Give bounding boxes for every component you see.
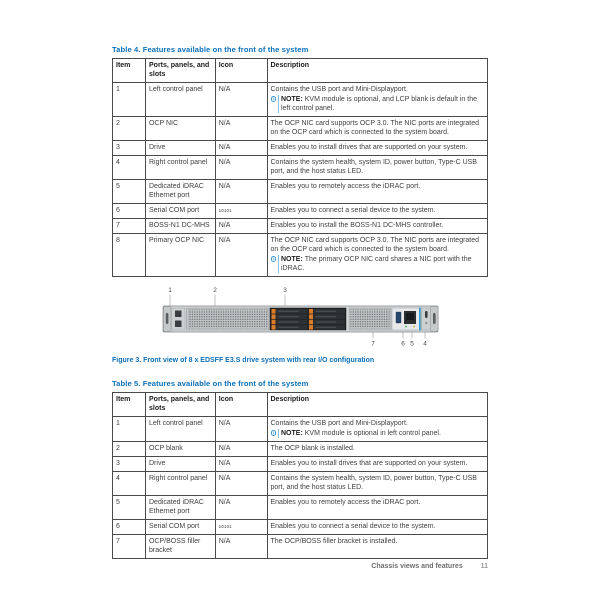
right-mounting-ear bbox=[431, 307, 439, 332]
cell-item: 1 bbox=[113, 83, 146, 117]
table-row bbox=[113, 417, 488, 442]
column-header: Description bbox=[267, 393, 488, 417]
description-text: Enables you to remotely access the iDRAC port. bbox=[270, 499, 421, 506]
description-text: The OCP NIC card supports OCP 3.0. The NIC ports are integrated on the OCP card which is connected to the system board. bbox=[270, 237, 480, 253]
cell-description bbox=[267, 457, 488, 472]
cell-description bbox=[267, 180, 488, 204]
cell-name: Drive bbox=[146, 141, 216, 156]
cell-name: Serial COM port bbox=[146, 204, 216, 219]
table-row bbox=[113, 156, 488, 180]
table-row bbox=[113, 219, 488, 234]
table-row bbox=[113, 117, 488, 141]
page-footer bbox=[371, 563, 488, 570]
callout-number: 5 bbox=[410, 340, 414, 348]
table-row bbox=[113, 496, 488, 520]
table-row bbox=[113, 141, 488, 156]
edsff-drive bbox=[272, 314, 308, 319]
edsff-drive bbox=[309, 325, 345, 330]
rear-io-ports-panel bbox=[392, 308, 421, 331]
column-header: Ports, panels, and slots bbox=[146, 393, 216, 417]
cell-description bbox=[267, 520, 488, 535]
cell-item: 2 bbox=[113, 117, 146, 141]
cell-icon: N/A bbox=[215, 496, 267, 520]
table-row bbox=[113, 83, 488, 117]
callout-number: 7 bbox=[371, 340, 375, 348]
cell-item: 4 bbox=[113, 472, 146, 496]
cell-item: 2 bbox=[113, 442, 146, 457]
cell-icon: N/A bbox=[215, 442, 267, 457]
description-text: The OCP blank is installed. bbox=[270, 445, 355, 452]
cell-description bbox=[267, 442, 488, 457]
cell-name: OCP blank bbox=[146, 442, 216, 457]
note-block bbox=[271, 429, 485, 438]
cell-icon: N/A bbox=[215, 117, 267, 141]
right-control-panel bbox=[422, 308, 432, 330]
cell-name: Primary OCP NIC bbox=[146, 234, 216, 277]
cell-name: Left control panel bbox=[146, 83, 216, 117]
description-text: Contains the system health, system ID, power button, Type-C USB port, and the host status LED. bbox=[270, 159, 477, 175]
description-text: Contains the USB port and Mini-Displayport. bbox=[270, 86, 408, 93]
description-text: Enables you to remotely access the iDRAC port. bbox=[270, 183, 421, 190]
cell-icon: N/A bbox=[215, 83, 267, 117]
cell-description bbox=[267, 83, 488, 117]
cell-item: 6 bbox=[113, 204, 146, 219]
cell-description bbox=[267, 117, 488, 141]
description-text: The OCP NIC card supports OCP 3.0. The NIC ports are integrated on the OCP card which is connected to the system board. bbox=[270, 120, 480, 136]
cell-description bbox=[267, 234, 488, 277]
edsff-drive bbox=[309, 320, 345, 325]
edsff-drive bbox=[272, 309, 308, 314]
description-text: Enables you to install drives that are supported on your system. bbox=[270, 144, 468, 151]
callout-number: 3 bbox=[283, 287, 287, 294]
table-row bbox=[113, 204, 488, 219]
column-header: Icon bbox=[215, 393, 267, 417]
cell-description bbox=[267, 472, 488, 496]
edsff-drive bbox=[309, 309, 345, 314]
cell-description bbox=[267, 535, 488, 559]
server-front-illustration bbox=[112, 282, 488, 350]
cell-item: 3 bbox=[113, 141, 146, 156]
description-text: Enables you to install drives that are supported on your system. bbox=[270, 460, 468, 467]
left-control-panel bbox=[172, 308, 186, 330]
description-text: Enables you to connect a serial device to the system. bbox=[270, 523, 436, 530]
cell-name: Left control panel bbox=[146, 417, 216, 442]
cell-item: 7 bbox=[113, 219, 146, 234]
description-text: Contains the system health, system ID, power button, Type-C USB port, and the host status LED. bbox=[270, 475, 477, 491]
edsff-drive bbox=[272, 325, 308, 330]
cell-item: 1 bbox=[113, 417, 146, 442]
cell-description bbox=[267, 219, 488, 234]
cell-item: 7 bbox=[113, 535, 146, 559]
cell-icon: N/A bbox=[215, 472, 267, 496]
figure-caption: Figure 3. Front view of 8 x EDSFF E3.S drive system with rear I/O configuration bbox=[112, 357, 375, 364]
cell-name: Serial COM port bbox=[146, 520, 216, 535]
table4-features-front bbox=[112, 58, 488, 277]
cell-name: OCP/BOSS filler bracket bbox=[146, 535, 216, 559]
cell-icon: N/A bbox=[215, 234, 267, 277]
cell-icon: N/A bbox=[215, 180, 267, 204]
cell-icon: N/A bbox=[215, 141, 267, 156]
cell-description bbox=[267, 141, 488, 156]
cell-icon: N/A bbox=[215, 457, 267, 472]
table4-header-row bbox=[113, 59, 488, 83]
note-text: NOTE: KVM module is optional, and LCP blank is default in the left control panel. bbox=[278, 95, 485, 113]
cell-item: 5 bbox=[113, 180, 146, 204]
note-text: NOTE: The primary OCP NIC card shares a NIC port with the iDRAC. bbox=[278, 255, 485, 273]
cell-name: OCP NIC bbox=[146, 117, 216, 141]
note-block bbox=[271, 95, 485, 113]
column-header: Item bbox=[113, 59, 146, 83]
description-text: Contains the USB port and Mini-Displayport. bbox=[270, 420, 408, 427]
left-mounting-ear bbox=[164, 307, 172, 332]
cell-item: 3 bbox=[113, 457, 146, 472]
cell-name: Drive bbox=[146, 457, 216, 472]
power-button bbox=[425, 311, 428, 318]
cell-icon: N/A bbox=[215, 219, 267, 234]
info-icon: i bbox=[271, 256, 278, 262]
filler-bracket-grille bbox=[349, 308, 391, 330]
cell-name: Dedicated iDRAC Ethernet port bbox=[146, 496, 216, 520]
cell-icon: N/A bbox=[215, 156, 267, 180]
info-icon: i bbox=[271, 96, 278, 102]
callout-number: 4 bbox=[423, 340, 427, 348]
footer-section-title: Chassis views and features bbox=[371, 563, 463, 570]
drive-bay bbox=[270, 308, 346, 330]
serial-port-icon: 10101 bbox=[215, 204, 267, 219]
figure-front-view bbox=[112, 282, 488, 364]
table5-header-row bbox=[113, 393, 488, 417]
note-text: NOTE: KVM module is optional in left control panel. bbox=[278, 429, 485, 438]
table-row bbox=[113, 472, 488, 496]
description-text: Enables you to connect a serial device to the system. bbox=[270, 207, 436, 214]
table-row bbox=[113, 442, 488, 457]
cell-item: 4 bbox=[113, 156, 146, 180]
footer-page-number: 11 bbox=[480, 563, 488, 570]
cell-item: 8 bbox=[113, 234, 146, 277]
cell-name: Right control panel bbox=[146, 156, 216, 180]
status-led-green bbox=[405, 326, 407, 328]
ocp-nic-grille bbox=[187, 308, 270, 330]
cell-item: 6 bbox=[113, 520, 146, 535]
column-header: Description bbox=[267, 59, 488, 83]
table5-features-front bbox=[112, 392, 488, 559]
cell-name: BOSS-N1 DC-MHS bbox=[146, 219, 216, 234]
idrac-accent-strip bbox=[419, 308, 421, 331]
edsff-drive bbox=[309, 314, 345, 319]
table-row bbox=[113, 457, 488, 472]
cell-icon: N/A bbox=[215, 535, 267, 559]
usb-port bbox=[175, 311, 182, 318]
table4-title: Table 4. Features available on the front of the system bbox=[112, 45, 309, 54]
cell-description bbox=[267, 156, 488, 180]
column-header: Icon bbox=[215, 59, 267, 83]
table-row bbox=[113, 535, 488, 559]
column-header: Ports, panels, and slots bbox=[146, 59, 216, 83]
table-row bbox=[113, 234, 488, 277]
cell-item: 5 bbox=[113, 496, 146, 520]
page-content bbox=[112, 45, 488, 559]
cell-name: Dedicated iDRAC Ethernet port bbox=[146, 180, 216, 204]
callout-number: 1 bbox=[168, 287, 172, 294]
table-row bbox=[113, 520, 488, 535]
mini-displayport bbox=[175, 321, 182, 328]
info-icon: i bbox=[271, 430, 278, 436]
note-block bbox=[271, 255, 485, 273]
cell-description bbox=[267, 417, 488, 442]
serial-usb-port bbox=[396, 312, 401, 323]
cell-name: Right control panel bbox=[146, 472, 216, 496]
callout-number: 2 bbox=[213, 287, 217, 294]
status-led-amber bbox=[413, 326, 415, 328]
description-text: Enables you to install the BOSS-N1 DC-MHS controller. bbox=[270, 222, 444, 229]
table5-title: Table 5. Features available on the front of the system bbox=[112, 379, 309, 388]
column-header: Item bbox=[113, 393, 146, 417]
callout-number: 6 bbox=[401, 340, 405, 348]
table-row bbox=[113, 180, 488, 204]
cell-icon: N/A bbox=[215, 417, 267, 442]
serial-port-icon: 10101 bbox=[215, 520, 267, 535]
description-text: The OCP/BOSS filler bracket is installed. bbox=[270, 538, 398, 545]
cell-description bbox=[267, 496, 488, 520]
cell-description bbox=[267, 204, 488, 219]
edsff-drive bbox=[272, 320, 308, 325]
